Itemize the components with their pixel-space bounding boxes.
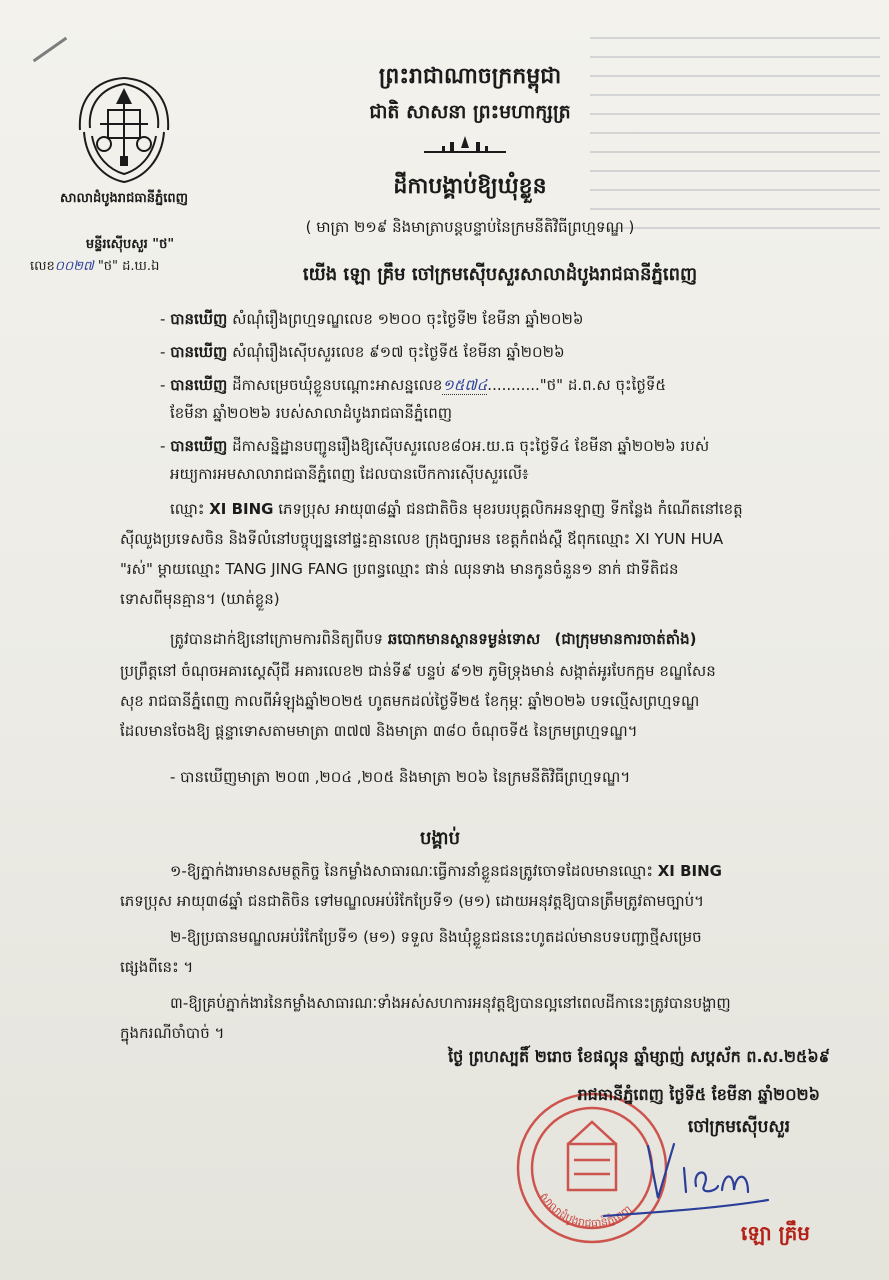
order-2-line-2: ផ្សេងពីនេះ ។ [120, 958, 194, 976]
document-subtitle: ( មាត្រា ២១៩ និងមាត្រាបន្តបន្ទាប់នៃក្រមនីតិវិធីព្រហ្មទណ្ឌ ) [305, 218, 635, 236]
person-line-1: ឈ្មោះ XI BING ភេទប្រុស អាយុ៣៨ឆ្នាំ ជនជាតិចិន មុខរបរបុគ្គលិកអនឡាញ ទីកន្លែង កំណើតនៅខេត្ត [170, 500, 743, 518]
document-title: ដីកាបង្គាប់ឱ្យឃុំខ្លួន [393, 174, 547, 199]
order-1-line-2: ភេទប្រុស អាយុ៣៨ឆ្នាំ ជនជាតិចិន ទៅមណ្ឌលអប់រំកែប្រែទី១ (ម១) ដោយអនុវត្តឱ្យបានត្រឹមត្រូវតាមច្បាប់។ [120, 892, 704, 910]
kingdom-title: ព្រះរាជាណាចក្រកម្ពុជា [378, 64, 562, 89]
national-motto: ជាតិ សាសនា ព្រះមហាក្សត្រ [369, 101, 571, 123]
seal-text: សាលាដំបូងរាជធានីភ្នំពេញ [537, 1189, 635, 1231]
office-name: មន្ទីរស៊ើបសួរ "ថ" [85, 237, 175, 252]
person-line-4: ទោសពីមុនគ្មាន។ (ឃាត់ខ្លួន) [120, 590, 280, 608]
handwritten-order-number: ១៥៧៤ [442, 376, 488, 394]
person-line-3: "រស់" ម្ដាយឈ្មោះ TANG JING FANG ប្រពន្ធឈ្មោះ ផាន់ ឈុនទាង មានកូនចំនួន១ នាក់ ជាទីតិជន [120, 560, 679, 578]
seen-item-2: - បានឃើញ សំណុំរឿងស៊ើបសួរលេខ ៩១៧ ចុះថ្ងៃទី៥ ខែមីនា ឆ្នាំ២០២៦ [160, 343, 565, 361]
seen-item-4: - បានឃើញ ដីកាសន្និដ្ឋានបញ្ជូនរឿងឱ្យស៊ើបសួរលេខ៨០អ.យ.ធ ចុះថ្ងៃទី៤ ខែមីនា ឆ្នាំ២០២៦ របស់ [160, 437, 710, 455]
judge-heading: យើង ឡោ គ្រឹម ចៅក្រមស៊ើបសួរសាលាដំបូងរាជធានីភ្នំពេញ [302, 264, 698, 285]
order-3-line-2: ក្នុងករណីចាំបាច់ ។ [120, 1024, 225, 1042]
pen-mark [33, 37, 67, 62]
charge-line-1: ត្រូវបានដាក់ឱ្យនៅក្រោមការពិនិត្យពីបទ ឆបោកមានស្ថានទម្ងន់ទោស (ជាក្រុមមានការចាត់តាំង) [170, 630, 697, 648]
person-line-2: ស៊ីឈួងប្រទេសចិន និងទីលំនៅបច្ចុប្បន្ននៅផ្ទះគ្មានលេខ ក្រុងច្បារមន ខេត្តកំពង់ស្ពឺ ឪពុកឈ្មោះ XI YUN HUA [120, 530, 724, 548]
seen-item-4-cont: អយ្យការអមសាលារាជធានីភ្នំពេញ ដែលបានបើកការស៊ើបសួរលើ៖ [170, 465, 529, 483]
ref-handwritten-number: ០០២៧ [54, 259, 94, 274]
decision-heading: បង្គាប់ [420, 828, 460, 849]
signatory-role: ចៅក្រមស៊ើបសួរ [687, 1117, 790, 1137]
order-1-line-1: ១-ឱ្យភ្នាក់ងារមានសមត្ថកិច្ច នៃកម្លាំងសាធារណៈធ្វើការនាំខ្លួនជនត្រូវចោទដែលមានឈ្មោះ XI BING [170, 862, 722, 880]
handwritten-signature [600, 1128, 770, 1228]
order-3-line-1: ៣-ឱ្យគ្រប់ភ្នាក់ងារនៃកម្លាំងសាធារណៈទាំងអស់សហការអនុវត្តឱ្យបានល្អនៅពេលដីកានេះត្រូវបានបង្ហាញ [170, 994, 731, 1012]
show-through-lines [590, 20, 880, 250]
order-2-line-1: ២-ឱ្យប្រធានមណ្ឌលអប់រំកែប្រែទី១ (ម១) ទទួល និងឃុំខ្លួនជននេះហូតដល់មានបទបញ្ជាថ្មីសម្រេច [170, 928, 702, 946]
articles-seen: - បានឃើញមាត្រា ២០៣ ,២០៤ ,២០៥ និងមាត្រា ២០៦ នៃក្រមនីតិវិធីព្រហ្មទណ្ឌ។ [170, 768, 631, 786]
seen-item-3: - បានឃើញ ដីកាសម្រេចឃុំខ្លួនបណ្ដោះអាសន្នលេខ១៥៧៤..........."ថ" ដ.ព.ស ចុះថ្ងៃទី៥ [160, 376, 667, 394]
charge-line-3: សុខ រាជធានីភ្នំពេញ កាលពីអំឡុងឆ្នាំ២០២៥ ហូតមកដល់ថ្ងៃទី២៥ ខែកុម្ភៈ ឆ្នាំ២០២៦ បទល្មើសព្រហ្មទណ្ឌ [120, 692, 700, 710]
signatory-name: ឡោ គ្រឹម [740, 1221, 810, 1245]
seen-item-1: - បានឃើញ សំណុំរឿងព្រហ្មទណ្ឌលេខ ១២០០ ចុះថ្ងៃទី២ ខែមីនា ឆ្នាំ២០២៦ [160, 310, 584, 328]
ref-prefix: លេខ [30, 259, 55, 274]
lunar-date-line: ថ្ងៃ ព្រហស្បតិ៍ ២រោច ខែផល្គុន ឆ្នាំម្សាញ់ សប្តស័ក ព.ស.២៥៦៩ [448, 1047, 830, 1066]
charge-line-4: ដែលមានចែងឱ្យ ផ្ដន្ទាទោសតាមមាត្រា ៣៧៧ និងមាត្រា ៣៨០ ចំណុចទី៥ នៃក្រមព្រហ្មទណ្ឌ។ [120, 722, 638, 740]
court-emblem-icon [64, 70, 184, 190]
charge-line-2: ប្រព្រឹត្តនៅ ចំណុចអគារស្ដេសុីជី អគារលេខ២ ជាន់ទី៩ បន្ទប់ ៩១២ ភូមិទ្រុងមាន់ សង្កាត់អូរបែកក្អម ខណ្ឌសែន [120, 662, 716, 680]
ornament-icon [420, 134, 510, 156]
court-name: សាលាដំបូងរាជធានីភ្នំពេញ [60, 191, 188, 206]
place-date-line: រាជធានីភ្នំពេញ ថ្ងៃទី៥ ខែមីនា ឆ្នាំ២០២៦ [577, 1085, 820, 1104]
seen-item-3-cont: ខែមីនា ឆ្នាំ២០២៦ របស់សាលាដំបូងរាជធានីភ្នំពេញ [170, 404, 452, 422]
ref-suffix: "ថ" ដ.ឃ.ឯ [97, 259, 160, 274]
